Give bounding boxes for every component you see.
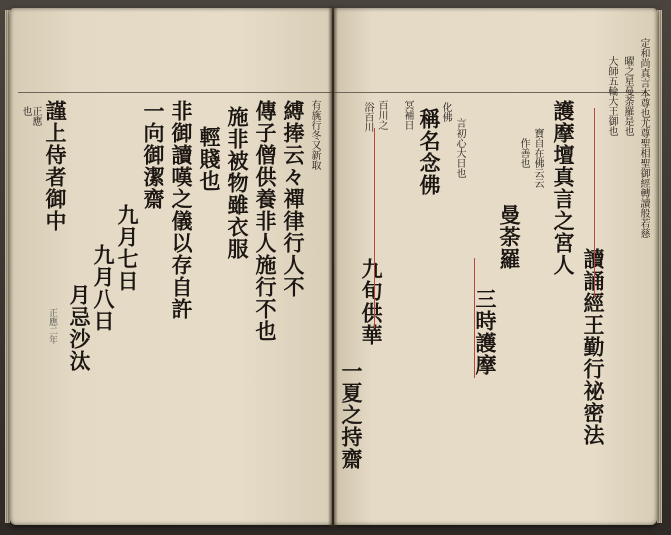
left-page-small-note: 正應二年: [47, 308, 57, 344]
left-page: [10, 8, 332, 525]
left-col-3: 傳子僧供養非人施行不也: [253, 100, 278, 342]
left-col-2: 縛捧云々禪律行人不: [281, 100, 306, 298]
right-col-14: 百川之: [376, 100, 387, 130]
left-col-5: 輕賤也: [197, 126, 222, 192]
left-col-4: 施非被物雖衣服: [225, 106, 250, 260]
right-col-8: 曼荼羅: [497, 204, 522, 270]
red-annotation-mark: [374, 128, 375, 328]
book-gutter: [328, 6, 338, 527]
right-col-10: 言初心大日也: [454, 118, 465, 178]
left-col-6: 非御讀嘆之儀以存自許: [169, 100, 194, 320]
right-col-11: 化佛: [440, 102, 451, 122]
left-col-10: 月忌沙汰: [67, 284, 92, 372]
right-col-13: 冥補日: [402, 100, 413, 130]
left-col-7: 一向御潔齋: [141, 100, 166, 210]
right-col-12: 稱名念佛: [417, 108, 442, 196]
right-col-5: 護摩壇真言之宮人: [551, 100, 576, 276]
left-page-top-rule: [18, 92, 332, 93]
right-page-top-rule: [334, 92, 647, 93]
right-col-1: 定和尚真言本尊也尤尊聖相聖御經轉讀般若慈: [638, 38, 649, 238]
right-col-4: 讀誦經王勤行祕密法: [581, 248, 606, 446]
right-page: [334, 8, 657, 525]
right-col-7: 作善也: [518, 138, 529, 168]
right-page-edges: [657, 10, 662, 523]
left-col-8: 九月七日: [115, 204, 140, 292]
right-col-9: 三時護摩: [473, 288, 498, 376]
left-col-13: 也: [20, 106, 31, 116]
right-col-3: 大師五輪大王御也: [606, 56, 617, 136]
left-col-11: 謹上侍者御中: [43, 100, 68, 232]
red-annotation-mark: [474, 258, 475, 378]
red-annotation-mark: [594, 108, 595, 298]
left-col-9: 九月八日: [91, 244, 116, 332]
right-col-15: 九旬供華: [359, 258, 384, 346]
right-col-16: 一夏之持齋: [339, 360, 364, 470]
left-col-1: 有旐行冬又新取: [309, 100, 320, 170]
left-col-12: 正應: [30, 106, 41, 126]
right-col-6: 寶自在佛云云: [532, 128, 543, 188]
right-col-2: 曜之星曼荼羅是也: [622, 56, 633, 136]
right-col-17: 浴百川: [362, 102, 373, 132]
